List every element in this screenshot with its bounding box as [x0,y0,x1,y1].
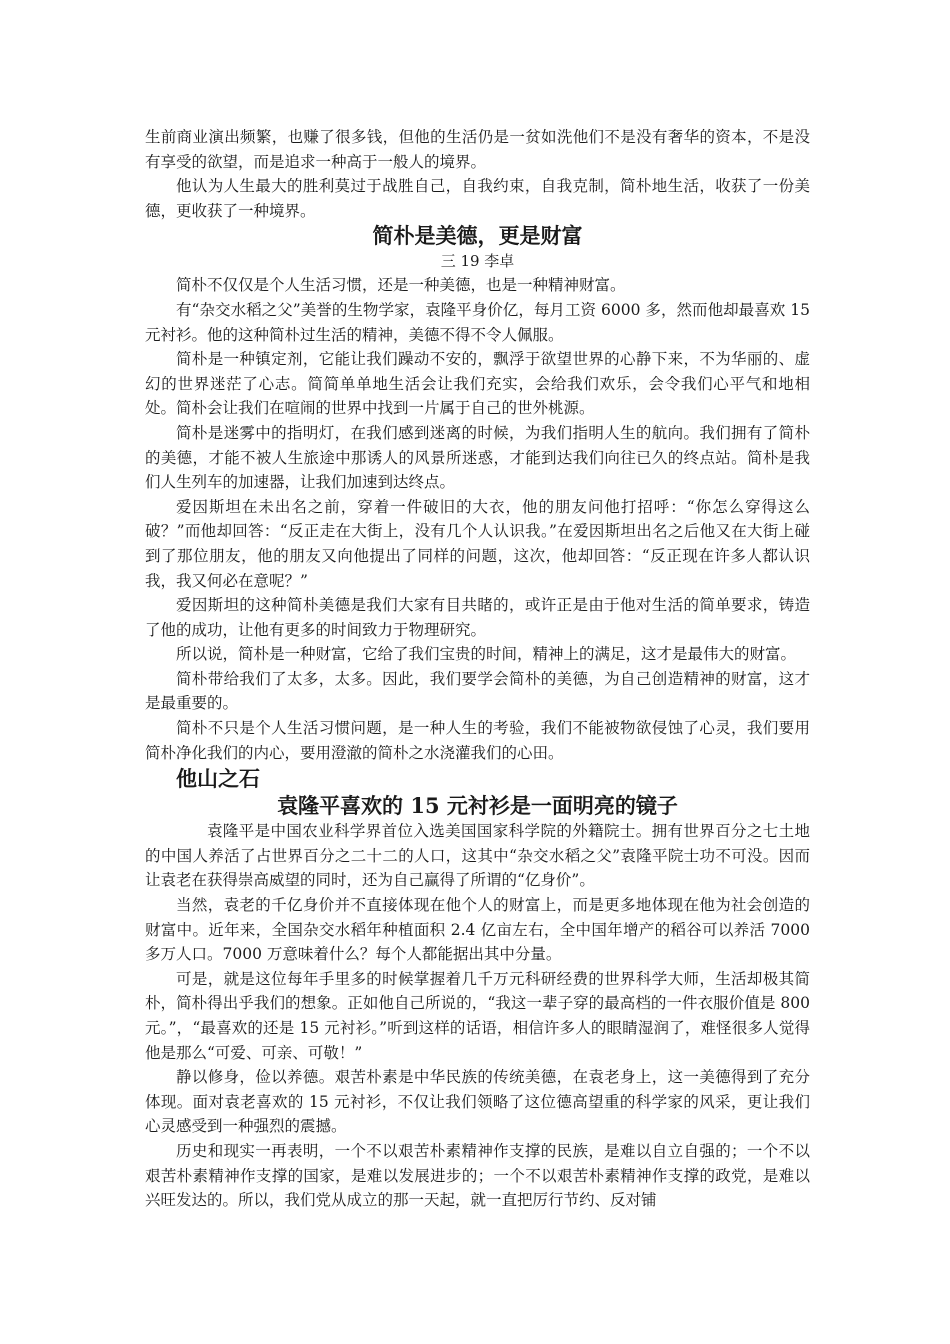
paragraph: 可是，就是这位每年手里多的时候掌握着几千万元科研经费的世界科学大师，生活却极其简朴，简朴得出乎我们的想象。正如他自己所说的，“我这一辈子穿的最高档的一件衣服价值是 800 元。”，“最喜欢的还是 15 元衬衫。”听到这样的话语，相信许多人的眼睛湿润了，难怪很多人觉得他是那么“可爱、可亲、可敬！” [145,969,810,1062]
section-heading: 他山之石 [176,766,260,792]
paragraph: 静以修身，俭以养德。艰苦朴素是中华民族的传统美德，在袁老身上，这一美德得到了充分体现。面对袁老喜欢的 15 元衬衫，不仅让我们领略了这位德高望重的科学家的风采，更让我们心灵感受到一种强烈的震撼。 [145,1068,810,1136]
paragraph: 简朴不仅仅是个人生活习惯，还是一种美德，也是一种精神财富。 [176,276,626,295]
paragraph: 当然，袁老的千亿身价并不直接体现在他个人的财富上，而是更多地体现在他为社会创造的财富中。近年来，全国杂交水稻年种植面积 2.4 亿亩左右，全中国年增产的稻谷可以养活 7000 多万人口。7000 万意味着什么？每个人都能据出其中分量。 [145,896,810,964]
paragraph: 简朴带给我们了太多，太多。因此，我们要学会简朴的美德，为自己创造精神的财富，这才是最重要的。 [145,669,810,713]
paragraph: 所以说，简朴是一种财富，它给了我们宝贵的时间，精神上的满足，这才是最伟大的财富。 [176,645,797,664]
paragraph: 爱因斯坦在未出名之前，穿着一件破旧的大衣，他的朋友问他打招呼：“你怎么穿得这么破？”而他却回答：“反正走在大街上，没有几个人认识我。”在爱因斯坦出名之后他又在大街上碰到了那位朋友，他的朋友又向他提出了同样的问题，这次，他却回答：“反正现在许多人都认识我，我又何必在意呢？” [145,497,810,590]
paragraph: 简朴是迷雾中的指明灯，在我们感到迷离的时候，为我们指明人生的航向。我们拥有了简朴的美德，才能不被人生旅途中那诱人的风景所迷惑，才能到达我们向往已久的终点站。简朴是我们人生列车的加速器，让我们加速到达终点。 [145,423,810,492]
document-body [145,125,810,1213]
paragraph: 简朴不只是个人生活习惯问题，是一种人生的考验，我们不能被物欲侵蚀了心灵，我们要用简朴净化我们的内心，要用澄澈的简朴之水浇灌我们的心田。 [145,719,810,762]
paragraph: 生前商业演出频繁，也赚了很多钱，但他的生活仍是一贫如洗他们不是没有奢华的资本，不是没有享受的欲望，而是追求一种高于一般人的境界。 [145,128,810,171]
paragraph: 爱因斯坦的这种简朴美德是我们大家有目共睹的，或许正是由于他对生活的简单要求，铸造了他的成功，让他有更多的时间致力于物理研究。 [145,596,810,639]
article-title: 简朴是美德，更是财富 [372,223,583,249]
article-byline: 三 19 李卓 [440,252,515,271]
paragraph: 简朴是一种镇定剂，它能让我们躁动不安的，飘浮于欲望世界的心静下来，不为华丽的、虚幻的世界迷茫了心志。简简单单地生活会让我们充实，会给我们欢乐，会令我们心平气和地相处。简朴会让我们在喧闹的世界中找到一片属于自己的世外桃源。 [145,350,810,418]
paragraph: 袁隆平是中国农业科学界首位入选美国国家科学院的外籍院士。拥有世界百分之七土地的中国人养活了占世界百分之二十二的人口，这其中“杂交水稻之父”袁隆平院士功不可没。因而让袁老在获得崇高威望的同时，还为自己赢得了所谓的“亿身价”。 [145,822,810,890]
paragraph: 他认为人生最大的胜利莫过于战胜自己，自我约束，自我克制，简朴地生活，收获了一份美德，更收获了一种境界。 [145,177,810,220]
article-title: 袁隆平喜欢的 15 元衬衫是一面明亮的镜子 [277,793,678,819]
paragraph: 有“杂交水稻之父”美誉的生物学家，袁隆平身价亿，每月工资 6000 多，然而他却最喜欢 15 元衬衫。他的这种简朴过生活的精神，美德不得不令人佩服。 [145,300,810,344]
paragraph: 历史和现实一再表明，一个不以艰苦朴素精神作支撑的民族，是难以自立自强的；一个不以艰苦朴素精神作支撑的国家，是难以发展进步的；一个不以艰苦朴素精神作支撑的政党，是难以兴旺发达的。所以，我们党从成立的那一天起，就一直把厉行节约、反对铺 [145,1141,810,1210]
